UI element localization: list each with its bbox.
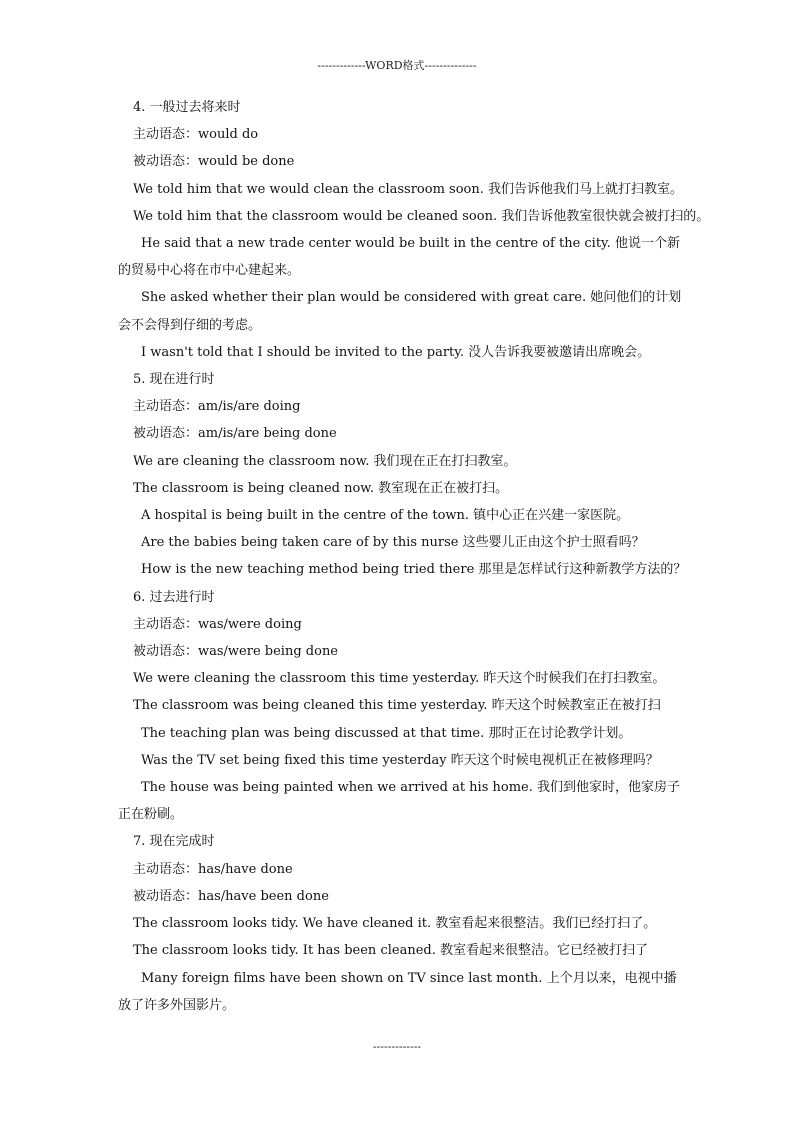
page-header: -------------WORD格式--------------: [317, 59, 477, 72]
active-voice-form: 主动语态：would do: [133, 127, 259, 143]
section-heading: 7. 现在完成时: [133, 834, 215, 850]
example-sentence: We told him that the classroom would be cleaned soon. 我们告诉他教室很快就会被打扫的。: [133, 208, 710, 224]
example-sentence: A hospital is being built in the centre of the town. 镇中心正在兴建一家医院。: [141, 508, 630, 524]
example-sentence: He said that a new trade center would be built in the centre of the city. 他说一个新的贸易中心将在市中心建起来。: [118, 236, 680, 279]
document-body: [118, 94, 710, 1019]
example-sentence: The house was being painted when we arrived at his home. 我们到他家时，他家房子正在粉刷。: [118, 780, 680, 823]
page-footer: -------------: [372, 1040, 422, 1053]
example-sentence: Was the TV set being fixed this time yesterday 昨天这个时候电视机正在被修理吗？: [141, 752, 659, 768]
section-heading: 5. 现在进行时: [133, 372, 215, 388]
example-sentence: We are cleaning the classroom now. 我们现在正在打扫教室。: [133, 453, 517, 469]
example-sentence: I wasn't told that I should be invited to the party. 没人告诉我要被邀请出席晚会。: [141, 344, 651, 360]
passive-voice-form: 被动语态：would be done: [133, 154, 295, 170]
example-sentence: The teaching plan was being discussed at that time. 那时正在讨论教学计划。: [141, 725, 632, 741]
example-sentence: We told him that we would clean the classroom soon. 我们告诉他我们马上就打扫教室。: [133, 181, 684, 197]
example-sentence: The classroom is being cleaned now. 教室现在正在被打扫。: [133, 480, 509, 496]
passive-voice-form: 被动语态：am/is/are being done: [133, 426, 337, 442]
example-sentence: How is the new teaching method being tried there 那里是怎样试行这种新教学方法的？: [141, 562, 687, 578]
passive-voice-form: 被动语态：has/have been done: [133, 888, 329, 904]
section-heading: 6. 过去进行时: [133, 589, 215, 605]
example-sentence: The classroom was being cleaned this time yesterday. 昨天这个时候教室正在被打扫: [133, 698, 661, 714]
example-sentence: Many foreign films have been shown on TV since last month. 上个月以来，电视中播放了许多外国影片。: [118, 970, 677, 1013]
active-voice-form: 主动语态：am/is/are doing: [133, 399, 301, 415]
active-voice-form: 主动语态：has/have done: [133, 861, 293, 877]
example-sentence: We were cleaning the classroom this time yesterday. 昨天这个时候我们在打扫教室。: [133, 671, 666, 687]
example-sentence: Are the babies being taken care of by this nurse 这些婴儿正由这个护士照看吗？: [141, 535, 645, 551]
passive-voice-form: 被动语态：was/were being done: [133, 644, 339, 660]
active-voice-form: 主动语态：was/were doing: [133, 616, 302, 632]
example-sentence: She asked whether their plan would be considered with great care. 她问他们的计划会不会得到仔细的考虑。: [118, 290, 682, 333]
example-sentence: The classroom looks tidy. We have cleaned it. 教室看起来很整洁。我们已经打扫了。: [133, 916, 657, 932]
section-heading: 4. 一般过去将来时: [133, 100, 241, 115]
example-sentence: The classroom looks tidy. It has been cleaned. 教室看起来很整洁。它已经被打扫了: [133, 943, 648, 959]
